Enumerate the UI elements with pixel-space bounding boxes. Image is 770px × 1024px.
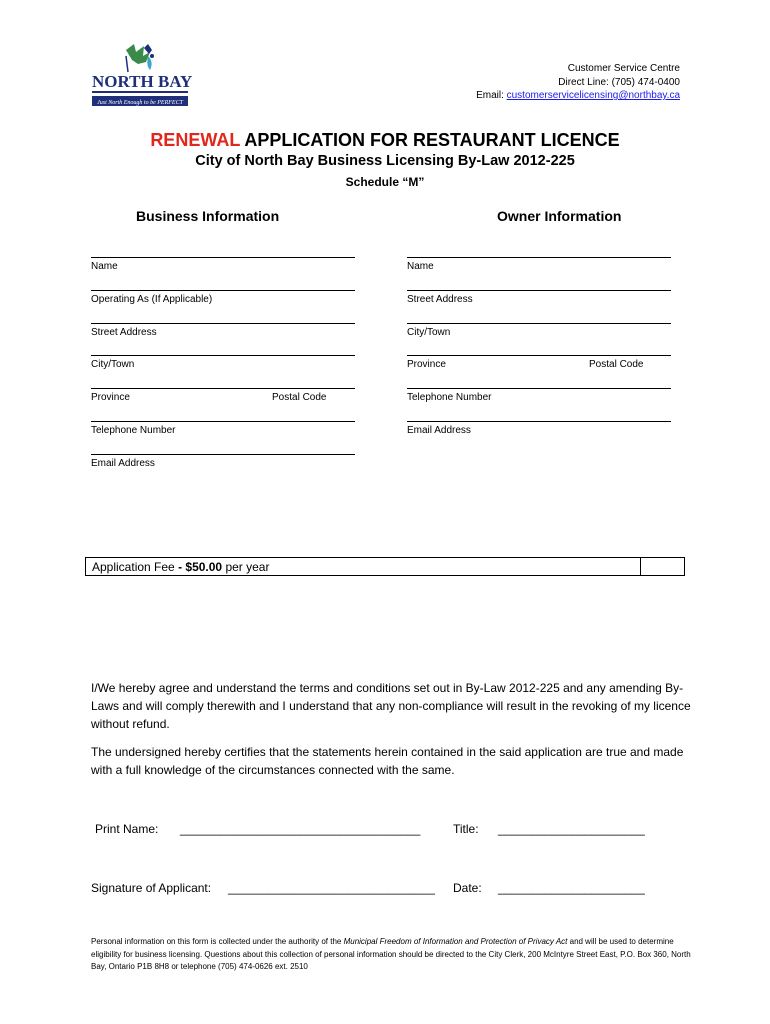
business-telephone-label: Telephone Number — [91, 425, 176, 436]
contact-centre: Customer Service Centre — [567, 63, 680, 74]
business-name-field[interactable] — [91, 257, 355, 258]
logo-name: NORTH BAY — [92, 72, 193, 91]
privacy-before: Personal information on this form is collected under the authority of the — [91, 937, 344, 946]
contact-email-link[interactable]: customerservicelicensing@northbay.ca — [506, 90, 680, 101]
owner-telephone-field[interactable] — [407, 388, 671, 389]
date-field[interactable]: ______________________ — [498, 881, 645, 895]
application-fee-text — [92, 560, 269, 574]
contact-email-row — [476, 89, 680, 103]
contact-block — [476, 62, 680, 103]
owner-email-label: Email Address — [407, 425, 471, 436]
owner-street-field[interactable] — [407, 290, 671, 291]
business-street-label: Street Address — [91, 327, 157, 338]
business-postal-label: Postal Code — [272, 392, 327, 403]
logo-tagline: Just North Enough to be PERFECT — [97, 100, 183, 106]
privacy-after: and will be used to determine eligibility for business licensing. Questions about this collection of personal information should be directed to the City Clerk, 200 McIntyre Street East, P.O. Box 360, North Bay, Ontario P1B 8H8 or telephone (705) 474-0626 ext. 2510 — [91, 937, 691, 971]
title-label: Title: — [453, 822, 479, 836]
form-schedule: Schedule “M” — [345, 175, 425, 189]
date-label: Date: — [453, 881, 482, 895]
title-field[interactable]: ______________________ — [498, 822, 645, 836]
business-province-postal-field[interactable] — [91, 388, 355, 389]
owner-email-field[interactable] — [407, 421, 671, 422]
owner-street-label: Street Address — [407, 294, 473, 305]
privacy-act: Municipal Freedom of Information and Protection of Privacy Act — [343, 937, 568, 946]
signature-field[interactable]: _______________________________ — [228, 881, 435, 895]
agreement-paragraph: I/We hereby agree and understand the terms and conditions set out in By-Law 2012-225 and any amending By-Laws and will comply therewith and I understand that any non-compliance will result in the revoking of my licence without refund. — [91, 681, 691, 731]
business-operating-as-label: Operating As (If Applicable) — [91, 294, 213, 305]
business-email-field[interactable] — [91, 454, 355, 455]
owner-info-heading: Owner Information — [497, 208, 622, 224]
north-bay-logo — [86, 42, 194, 108]
signature-label: Signature of Applicant: — [91, 881, 212, 895]
title-renewal: RENEWAL — [150, 130, 240, 150]
privacy-notice — [91, 936, 691, 974]
owner-postal-label: Postal Code — [589, 359, 644, 370]
print-name-label: Print Name: — [95, 822, 159, 836]
owner-name-label: Name — [407, 261, 434, 272]
owner-city-field[interactable] — [407, 323, 671, 324]
fee-divider — [640, 558, 641, 575]
business-email-label: Email Address — [91, 458, 155, 469]
owner-province-label: Province — [407, 359, 446, 370]
business-info-heading: Business Information — [136, 208, 280, 224]
fee-suffix: per year — [222, 560, 270, 574]
business-street-field[interactable] — [91, 323, 355, 324]
fee-amount: - $50.00 — [178, 560, 223, 574]
fee-prefix: Application Fee — [92, 560, 179, 574]
business-city-label: City/Town — [91, 359, 135, 370]
business-telephone-field[interactable] — [91, 421, 355, 422]
business-operating-as-field[interactable] — [91, 290, 355, 291]
owner-city-label: City/Town — [407, 327, 451, 338]
business-name-label: Name — [91, 261, 118, 272]
owner-telephone-label: Telephone Number — [407, 392, 492, 403]
owner-province-postal-field[interactable] — [407, 355, 671, 356]
business-province-label: Province — [91, 392, 130, 403]
form-subtitle: City of North Bay Business Licensing By-Law 2012-225 — [195, 153, 575, 169]
contact-email-prefix: Email: — [476, 90, 507, 101]
title-rest: APPLICATION FOR RESTAURANT LICENCE — [240, 130, 620, 150]
contact-direct-line: Direct Line: (705) 474-0400 — [558, 76, 680, 88]
certification-paragraph: The undersigned hereby certifies that the statements herein contained in the said application are true and made with a full knowledge of the circumstances connected with the same. — [91, 745, 684, 777]
form-title — [0, 130, 770, 151]
application-fee-box — [85, 557, 685, 576]
business-city-field[interactable] — [91, 355, 355, 356]
owner-name-field[interactable] — [407, 257, 671, 258]
print-name-field[interactable]: ____________________________________ — [180, 822, 421, 836]
city-logo-icon — [86, 42, 194, 108]
